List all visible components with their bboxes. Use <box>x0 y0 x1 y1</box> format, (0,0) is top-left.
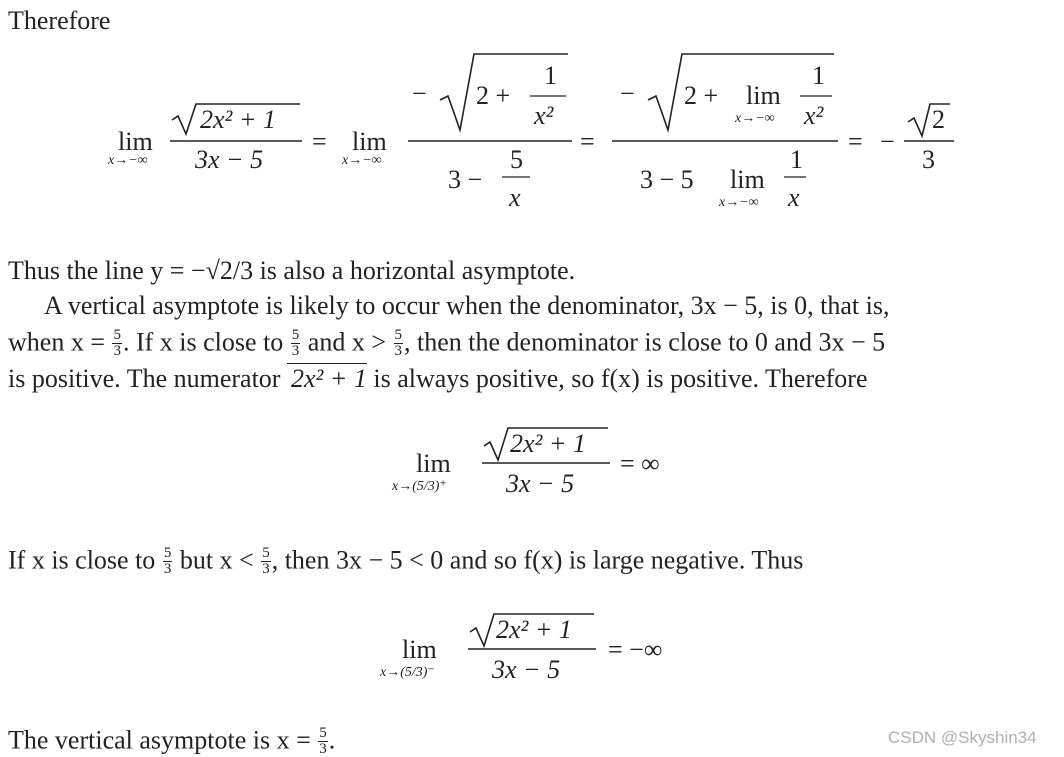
text-segment: . If x is close to <box>122 327 290 357</box>
text-segment: is positive. The numerator <box>8 364 287 393</box>
inline-fraction: $\frac{5}{3}$ <box>262 545 270 577</box>
small-denominator: x <box>509 183 521 212</box>
minus-sign: − <box>880 127 895 156</box>
fraction-numerator: 2x² + 1 <box>200 105 276 134</box>
lim-label: lim <box>746 81 781 110</box>
lim-subscript: x→−∞ <box>719 195 759 210</box>
equation-limit-left <box>0 596 1064 696</box>
paragraph-line <box>8 726 335 757</box>
inline-fraction: $\frac{5}{3}$ <box>163 545 172 577</box>
equation-rhs: = −∞ <box>608 635 663 664</box>
lim-label: lim <box>416 449 451 478</box>
text-segment: but x < <box>173 545 261 575</box>
lim-subscript: x→−∞ <box>342 153 382 168</box>
lim-label: lim <box>118 127 153 156</box>
lim-subscript: x→(5/3)⁺ <box>392 479 447 494</box>
small-numerator: 1 <box>544 61 557 90</box>
paragraph-line <box>8 546 803 577</box>
text-segment: The vertical asymptote is x = <box>8 725 318 755</box>
small-denominator: x² <box>804 101 824 130</box>
small-denominator: x <box>788 183 800 212</box>
minus-sign: − <box>412 79 427 108</box>
minus-sign: − <box>620 79 635 108</box>
text-segment: . <box>328 725 336 755</box>
lim-subscript: x→−∞ <box>108 153 148 168</box>
sqrt-content: 2 + <box>476 81 511 110</box>
paragraph-line <box>8 366 868 392</box>
denominator-text: 3 − <box>448 165 483 194</box>
denominator-text: 3 − 5 <box>640 165 694 194</box>
inline-sqrt: 2x² + 1 <box>287 363 367 393</box>
fraction-denominator: 3x − 5 <box>506 469 575 498</box>
lim-subscript: x→−∞ <box>735 111 775 126</box>
small-denominator: x² <box>534 101 554 130</box>
fraction-numerator: 2x² + 1 <box>510 429 586 458</box>
equals-sign: = <box>580 127 595 156</box>
fraction-denominator: 3x − 5 <box>195 145 264 174</box>
equation-limit-negative-infinity <box>0 0 1064 230</box>
fraction-numerator: 2x² + 1 <box>496 615 572 644</box>
small-numerator: 5 <box>510 145 523 174</box>
inline-fraction: $\frac{5}{3}$ <box>113 327 121 359</box>
equals-sign: = <box>848 127 863 156</box>
inline-fraction: $\frac{5}{3}$ <box>394 327 402 359</box>
lim-subscript: x→(5/3)⁻ <box>380 665 435 680</box>
result-numerator: 2 <box>932 105 945 134</box>
small-numerator: 1 <box>812 61 825 90</box>
lim-label: lim <box>352 127 387 156</box>
sqrt-content: 2 + <box>684 81 719 110</box>
csdn-watermark: CSDN @Skyshin34 <box>888 728 1037 747</box>
lim-label: lim <box>730 165 765 194</box>
equation-limit-right <box>0 410 1064 510</box>
equation-rhs: = ∞ <box>620 449 660 478</box>
text-segment: is always positive, so f(x) is positive. Therefore <box>366 364 868 393</box>
paragraph-line <box>8 328 885 359</box>
equals-sign: = <box>312 127 327 156</box>
text-segment: and x > <box>301 327 393 357</box>
inline-fraction: $\frac{5}{3}$ <box>319 725 327 757</box>
text-segment: when x = <box>8 327 112 357</box>
text-segment: If x is close to <box>8 545 162 575</box>
small-numerator: 1 <box>790 145 803 174</box>
paragraph-line: A vertical asymptote is likely to occur when the denominator, 3x − 5, is 0, that is, <box>44 291 890 320</box>
inline-fraction: $\frac{5}{3}$ <box>291 327 300 359</box>
lim-label: lim <box>402 635 437 664</box>
paragraph-line: Thus the line y = −√2/3 is also a horizontal asymptote. <box>8 256 576 285</box>
text-segment: , then 3x − 5 < 0 and so f(x) is large negative. Thus <box>271 545 804 575</box>
result-denominator: 3 <box>922 145 935 174</box>
text-segment: , then the denominator is close to 0 and 3x − 5 <box>404 327 886 357</box>
fraction-denominator: 3x − 5 <box>492 655 561 684</box>
intro-text: Therefore <box>8 6 111 35</box>
